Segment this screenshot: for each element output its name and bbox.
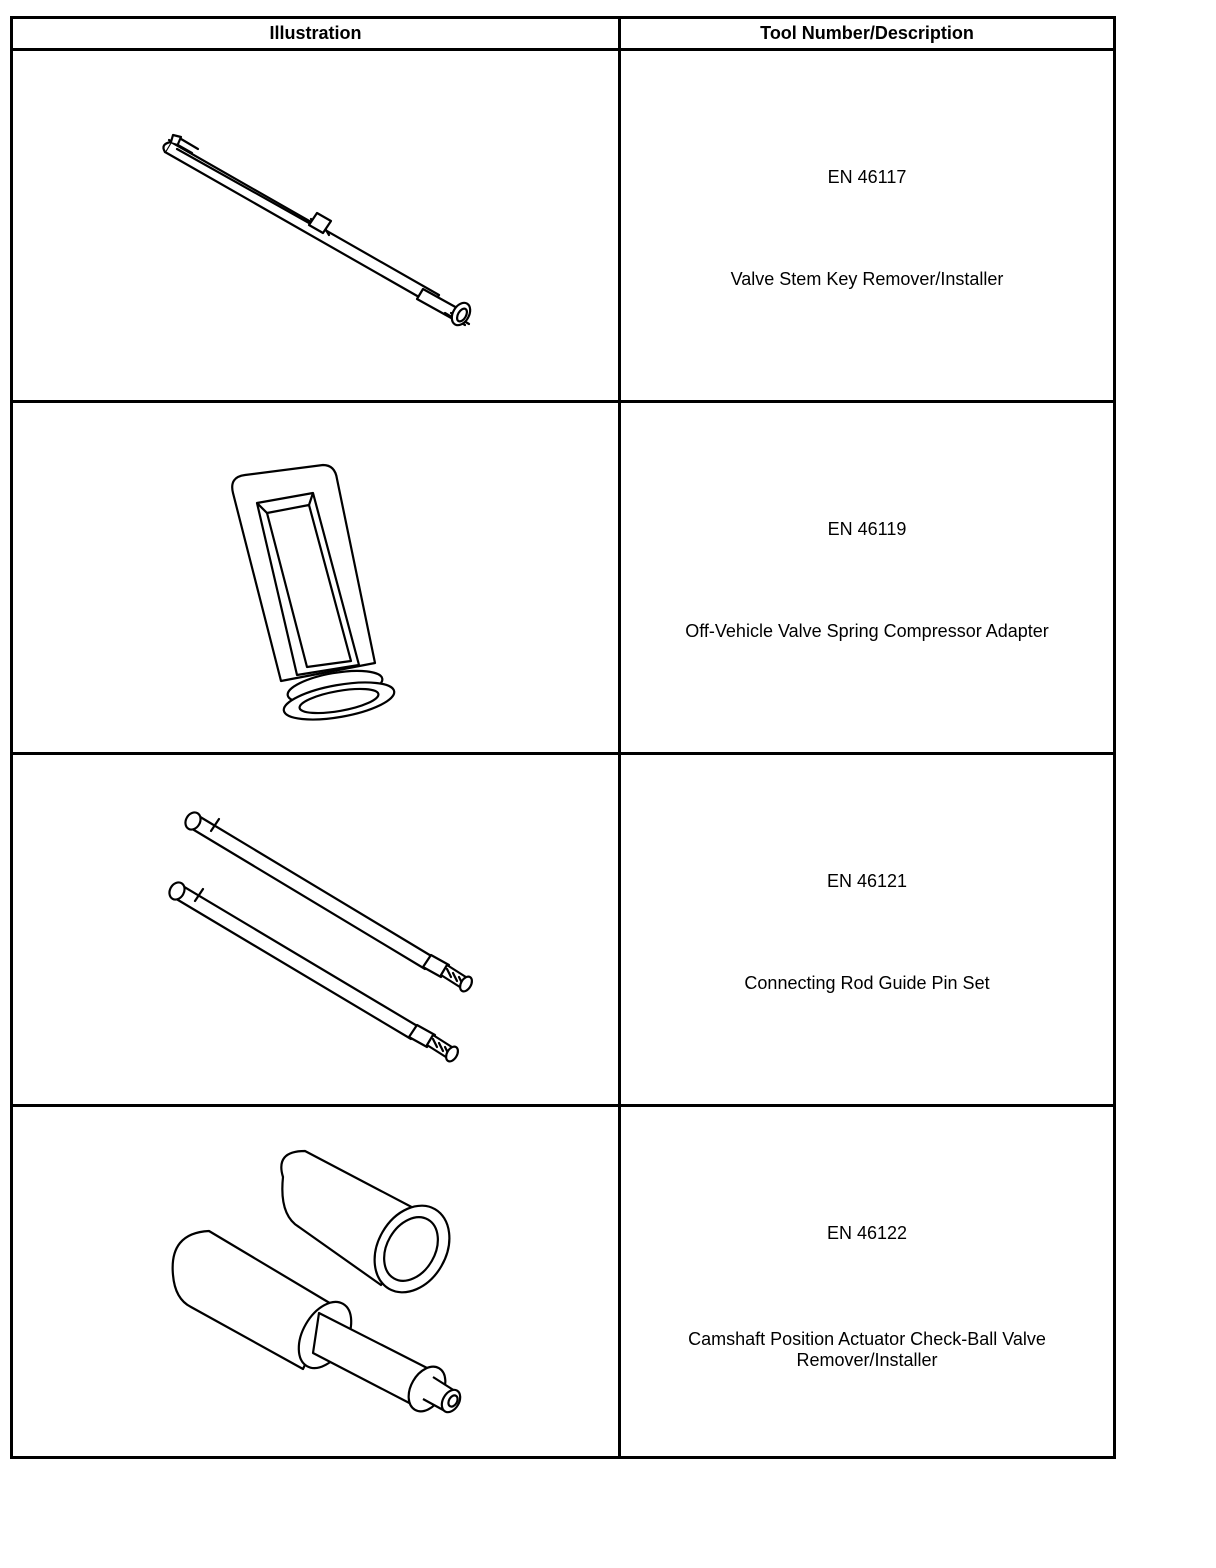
tool-number: EN 46119	[827, 519, 907, 539]
table-row	[12, 50, 1115, 402]
description-cell	[620, 1106, 1115, 1458]
illustration-cell	[12, 402, 620, 754]
tool-number: EN 46122	[826, 1223, 908, 1243]
spring-compressor-adapter-icon	[13, 403, 621, 752]
tool-header: Tool Number/Description	[620, 18, 1115, 50]
description-cell	[620, 402, 1115, 754]
guide-pin-set-icon	[13, 755, 621, 1104]
tool-number: EN 46117	[827, 167, 907, 187]
table-row	[12, 402, 1115, 754]
description-cell	[620, 754, 1115, 1106]
description-cell	[620, 50, 1115, 402]
table-row	[12, 754, 1115, 1106]
illustration-cell	[12, 754, 620, 1106]
tool-description: Camshaft Position Actuator Check-Ball Valve Remover/Installer	[688, 1329, 1046, 1370]
illustration-header: Illustration	[12, 18, 620, 50]
tool-number: EN 46121	[826, 871, 908, 891]
check-ball-valve-tool-icon	[13, 1107, 621, 1456]
tool-description: Off-Vehicle Valve Spring Compressor Adapter	[685, 621, 1049, 641]
tool-description: Valve Stem Key Remover/Installer	[730, 269, 1004, 289]
tool-description: Connecting Rod Guide Pin Set	[744, 973, 990, 993]
special-tools-table	[10, 16, 1116, 1459]
table-row	[12, 1106, 1115, 1458]
illustration-cell	[12, 50, 620, 402]
illustration-cell	[12, 1106, 620, 1458]
valve-stem-key-tool-icon	[13, 51, 621, 400]
header-row	[12, 18, 1115, 50]
